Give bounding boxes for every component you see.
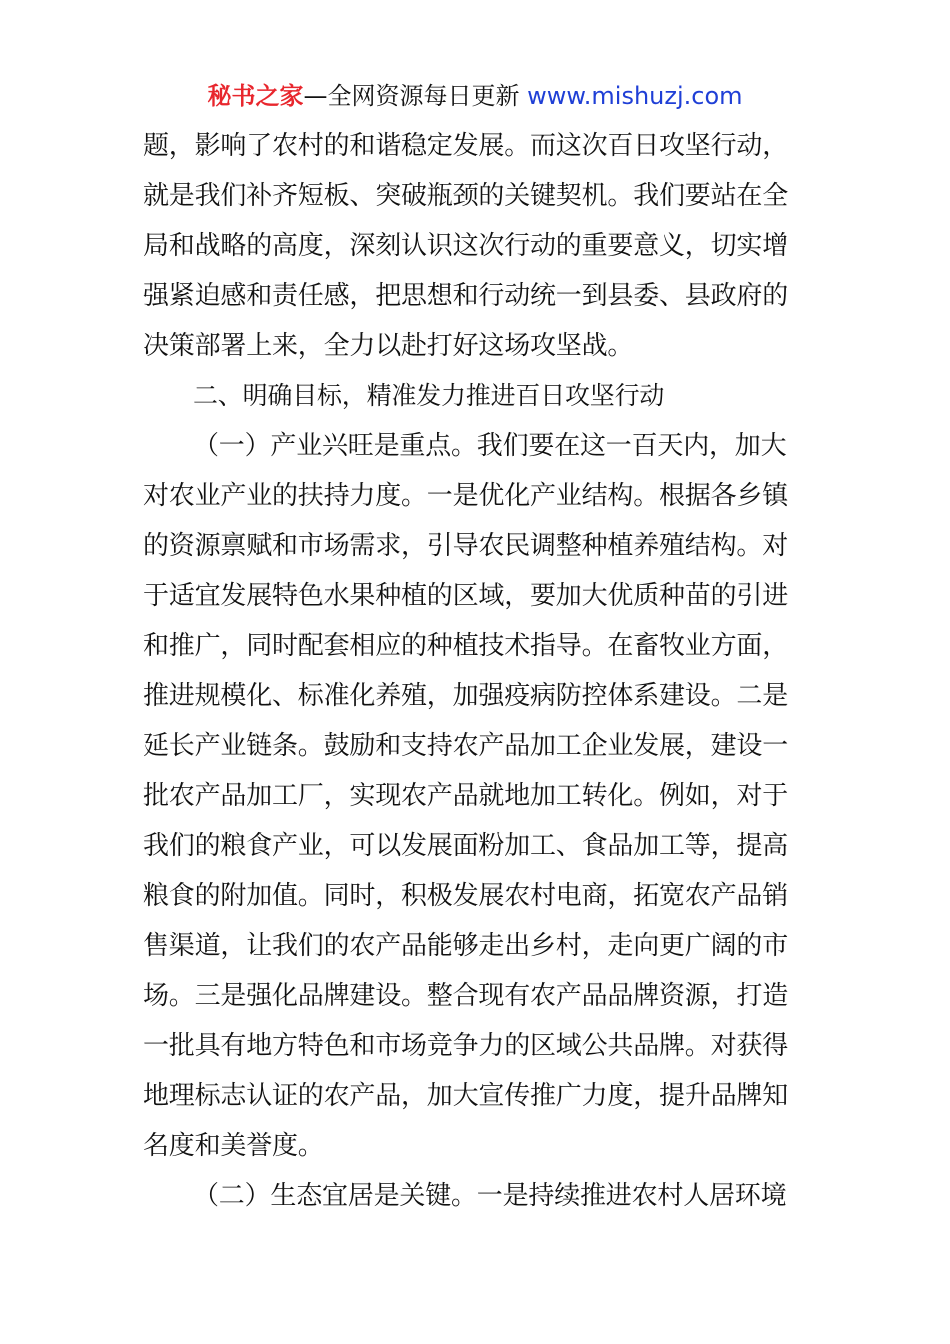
- site-brand: 秘书之家: [207, 82, 304, 110]
- text-line: 局和战略的高度，深刻认识这次行动的重要意义，切实增: [143, 231, 789, 261]
- text-line: 于适宜发展特色水果种植的区域，要加大优质种苗的引进: [143, 581, 789, 611]
- text-line: 和推广，同时配套相应的种植技术指导。在畜牧业方面，: [143, 631, 789, 661]
- text-line: 题，影响了农村的和谐稳定发展。而这次百日攻坚行动，: [143, 131, 789, 161]
- text-line: 批农产品加工厂，实现农产品就地加工转化。例如，对于: [143, 781, 789, 811]
- text-line: 我们的粮食产业，可以发展面粉加工、食品加工等，提高: [143, 831, 789, 861]
- text-line: 粮食的附加值。同时，积极发展农村电商，拓宽农产品销: [143, 881, 789, 911]
- text-line: 就是我们补齐短板、突破瓶颈的关键契机。我们要站在全: [143, 181, 789, 211]
- site-slogan: —全网资源每日更新: [303, 82, 520, 110]
- text-line: 的资源禀赋和市场需求，引导农民调整种植养殖结构。对: [143, 531, 789, 561]
- text-line: 名度和美誉度。: [143, 1131, 324, 1161]
- text-line: 决策部署上来，全力以赴打好这场攻坚战。: [143, 331, 634, 361]
- text-line: 强紧迫感和责任感，把思想和行动统一到县委、县政府的: [143, 281, 789, 311]
- text-line: 售渠道，让我们的农产品能够走出乡村，走向更广阔的市: [143, 931, 789, 961]
- site-url[interactable]: www.mishuzj.com: [527, 82, 743, 110]
- text-line: 地理标志认证的农产品，加大宣传推广力度，提升品牌知: [143, 1081, 789, 1111]
- text-line: （一）产业兴旺是重点。我们要在这一百天内，加大: [193, 431, 787, 461]
- text-line: 推进规模化、标准化养殖，加强疫病防控体系建设。二是: [143, 681, 789, 711]
- document-body: [143, 121, 823, 1221]
- text-line: （二）生态宜居是关键。一是持续推进农村人居环境: [193, 1181, 787, 1211]
- section-heading: 二、明确目标，精准发力推进百日攻坚行动: [193, 381, 665, 410]
- text-line: 延长产业链条。鼓励和支持农产品加工企业发展，建设一: [143, 731, 789, 761]
- text-line: 一批具有地方特色和市场竞争力的区域公共品牌。对获得: [143, 1031, 789, 1061]
- text-line: 场。三是强化品牌建设。整合现有农产品品牌资源，打造: [143, 981, 789, 1011]
- text-line: 对农业产业的扶持力度。一是优化产业结构。根据各乡镇: [143, 481, 789, 511]
- site-header: [0, 80, 950, 112]
